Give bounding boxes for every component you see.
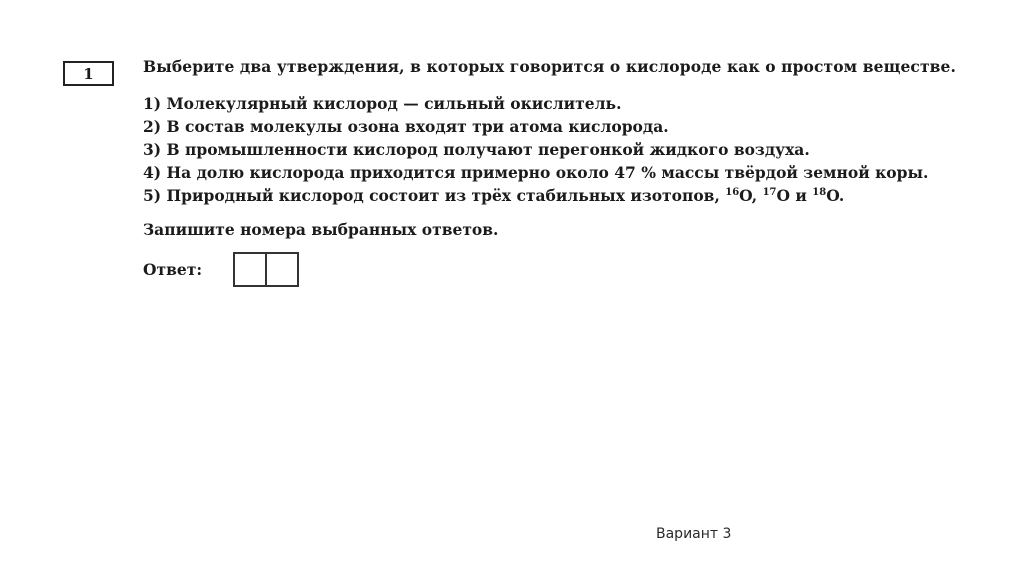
answer-instruction: Запишите номера выбранных ответов.	[143, 220, 499, 239]
variant-footer: Вариант 3	[656, 526, 732, 542]
option-4: 4) На долю кислорода приходится примерно около 47 % массы твёрдой земной коры.	[143, 163, 929, 182]
option-5: 5) Природный кислород состоит из трёх стабильных изотопов, $^{16}$O, $^{17}$O и $^{18}$O.	[143, 186, 845, 205]
answer-cells	[233, 252, 299, 287]
answer-cell-2[interactable]	[265, 252, 299, 287]
answer-cell-1[interactable]	[233, 252, 267, 287]
answer-label: Ответ:	[143, 260, 203, 279]
isotope-18-mass: 18	[812, 186, 827, 198]
options-list	[143, 92, 1013, 207]
task-number: 1	[83, 64, 94, 83]
option-2: 2) В состав молекулы озона входят три атома кислорода.	[143, 117, 669, 136]
option-1: 1) Молекулярный кислород — сильный окислитель.	[143, 94, 622, 113]
isotope-17-mass: 17	[762, 186, 777, 198]
option-3: 3) В промышленности кислород получают перегонкой жидкого воздуха.	[143, 140, 810, 159]
question-text: Выберите два утверждения, в которых говорится о кислороде как о простом веществе.	[143, 57, 956, 76]
task-number-box	[63, 61, 114, 86]
isotope-16-mass: 16	[725, 186, 740, 198]
